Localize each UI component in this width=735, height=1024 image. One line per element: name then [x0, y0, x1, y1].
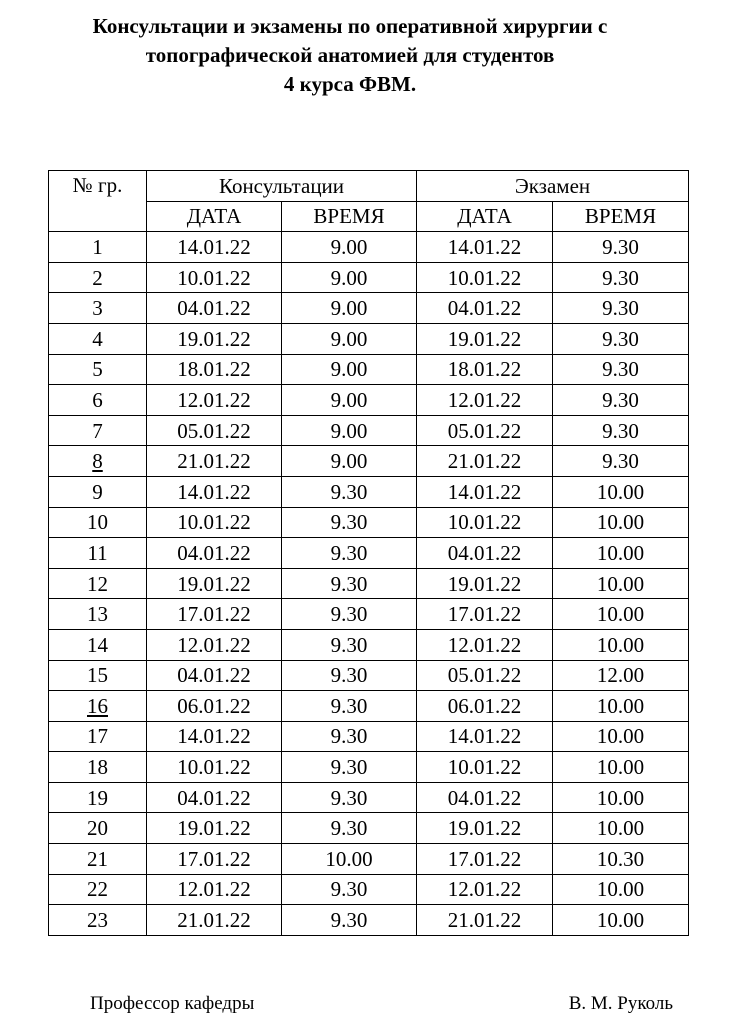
group-number-cell: 20 — [49, 813, 147, 844]
consult-date-cell: 06.01.22 — [147, 691, 282, 722]
consult-time-cell: 9.30 — [282, 782, 417, 813]
group-number-cell: 13 — [49, 599, 147, 630]
group-number-cell: 17 — [49, 721, 147, 752]
group-number-cell: 5 — [49, 354, 147, 385]
consult-time-cell: 9.00 — [282, 354, 417, 385]
consult-time-cell: 9.00 — [282, 262, 417, 293]
consult-time-cell: 9.30 — [282, 813, 417, 844]
signature-position: Профессор кафедры — [90, 993, 255, 1014]
exam-date-cell: 19.01.22 — [417, 813, 553, 844]
group-number-cell: 8 — [49, 446, 147, 477]
consultations-header: Консультации — [147, 171, 417, 202]
consult-time-cell: 9.30 — [282, 691, 417, 722]
table-row — [49, 660, 689, 691]
title-line-1: Консультации и экзамены по оперативной хирургии с — [92, 14, 608, 38]
consult-date-cell: 21.01.22 — [147, 905, 282, 936]
group-number-cell: 23 — [49, 905, 147, 936]
exam-date-cell: 17.01.22 — [417, 844, 553, 875]
consult-time-cell: 9.30 — [282, 721, 417, 752]
consult-date-cell: 04.01.22 — [147, 660, 282, 691]
table-row — [49, 874, 689, 905]
exam-date-cell: 12.01.22 — [417, 629, 553, 660]
exam-date-cell: 04.01.22 — [417, 293, 553, 324]
table-row — [49, 905, 689, 936]
group-number-cell: 11 — [49, 538, 147, 569]
group-number-cell: 2 — [49, 262, 147, 293]
document-title — [0, 12, 700, 99]
exam-time-cell: 10.00 — [553, 599, 689, 630]
consult-time-cell: 9.30 — [282, 599, 417, 630]
consult-date-cell: 19.01.22 — [147, 813, 282, 844]
consult-date-cell: 14.01.22 — [147, 721, 282, 752]
exam-date-cell: 05.01.22 — [417, 660, 553, 691]
group-number-cell: 21 — [49, 844, 147, 875]
exam-date-cell: 06.01.22 — [417, 691, 553, 722]
consult-date-cell: 21.01.22 — [147, 446, 282, 477]
table-row — [49, 385, 689, 416]
group-number-cell: 6 — [49, 385, 147, 416]
exam-time-cell: 10.00 — [553, 476, 689, 507]
exam-header: Экзамен — [417, 171, 689, 202]
consult-time-cell: 9.30 — [282, 905, 417, 936]
consult-date-cell: 12.01.22 — [147, 874, 282, 905]
schedule-table-body — [49, 232, 689, 936]
consult-time-cell: 9.00 — [282, 385, 417, 416]
consult-time-cell: 10.00 — [282, 844, 417, 875]
exam-date-cell: 04.01.22 — [417, 782, 553, 813]
consult-time-cell: 9.30 — [282, 629, 417, 660]
group-number-cell: 9 — [49, 476, 147, 507]
table-row — [49, 476, 689, 507]
exam-time-cell: 9.30 — [553, 262, 689, 293]
exam-time-cell: 9.30 — [553, 446, 689, 477]
consult-time-cell: 9.30 — [282, 568, 417, 599]
group-number-cell: 7 — [49, 415, 147, 446]
consult-date-cell: 17.01.22 — [147, 599, 282, 630]
group-number-cell: 12 — [49, 568, 147, 599]
title-line-2: топографической анатомией для студентов — [145, 43, 555, 67]
table-row — [49, 446, 689, 477]
consult-date-cell: 04.01.22 — [147, 293, 282, 324]
table-row — [49, 507, 689, 538]
table-row — [49, 354, 689, 385]
consult-date-cell: 12.01.22 — [147, 629, 282, 660]
exam-time-cell: 10.00 — [553, 752, 689, 783]
consult-date-cell: 10.01.22 — [147, 262, 282, 293]
exam-date-cell: 18.01.22 — [417, 354, 553, 385]
exam-time-cell: 10.00 — [553, 507, 689, 538]
group-number-cell: 15 — [49, 660, 147, 691]
consult-date-cell: 14.01.22 — [147, 476, 282, 507]
exam-date-cell: 05.01.22 — [417, 415, 553, 446]
consult-time-cell: 9.00 — [282, 446, 417, 477]
consult-time-cell: 9.30 — [282, 874, 417, 905]
table-row — [49, 262, 689, 293]
consult-time-cell: 9.30 — [282, 507, 417, 538]
group-number-cell: 10 — [49, 507, 147, 538]
consult-time-cell: 9.30 — [282, 476, 417, 507]
consult-date-cell: 14.01.22 — [147, 232, 282, 263]
group-number-cell: 1 — [49, 232, 147, 263]
exam-time-cell: 9.30 — [553, 232, 689, 263]
exam-time-cell: 10.00 — [553, 568, 689, 599]
schedule-table-head — [49, 171, 689, 232]
table-row — [49, 323, 689, 354]
exam-time-cell: 9.30 — [553, 354, 689, 385]
table-row — [49, 782, 689, 813]
consult-time-cell: 9.00 — [282, 323, 417, 354]
exam-date-cell: 17.01.22 — [417, 599, 553, 630]
exam-date-cell: 10.01.22 — [417, 507, 553, 538]
consult-time-cell: 9.00 — [282, 415, 417, 446]
table-row — [49, 813, 689, 844]
table-row — [49, 844, 689, 875]
exam-date-cell: 14.01.22 — [417, 721, 553, 752]
exam-date-cell: 14.01.22 — [417, 232, 553, 263]
exam-time-cell: 10.00 — [553, 905, 689, 936]
exam-date-cell: 14.01.22 — [417, 476, 553, 507]
exam-date-cell: 19.01.22 — [417, 323, 553, 354]
exam-time-cell: 12.00 — [553, 660, 689, 691]
signature-name: В. М. Руколь — [568, 993, 673, 1014]
consult-date-cell: 17.01.22 — [147, 844, 282, 875]
exam-time-cell: 10.00 — [553, 538, 689, 569]
exam-time-cell: 10.00 — [553, 721, 689, 752]
consult-date-cell: 04.01.22 — [147, 782, 282, 813]
table-row — [49, 721, 689, 752]
exam-time-cell: 10.30 — [553, 844, 689, 875]
group-number-cell: 4 — [49, 323, 147, 354]
exam-date-cell: 12.01.22 — [417, 874, 553, 905]
consult-time-cell: 9.30 — [282, 660, 417, 691]
exam-time-cell: 9.30 — [553, 323, 689, 354]
table-row — [49, 538, 689, 569]
group-number-cell: 22 — [49, 874, 147, 905]
consult-date-cell: 10.01.22 — [147, 752, 282, 783]
exam-time-cell: 9.30 — [553, 385, 689, 416]
header-row-top — [49, 171, 689, 202]
table-row — [49, 599, 689, 630]
exam-time-cell: 10.00 — [553, 691, 689, 722]
consult-time-cell: 9.30 — [282, 752, 417, 783]
exam-time-cell: 10.00 — [553, 813, 689, 844]
exam-date-cell: 21.01.22 — [417, 446, 553, 477]
table-row — [49, 293, 689, 324]
consult-time-cell: 9.30 — [282, 538, 417, 569]
exam-date-cell: 04.01.22 — [417, 538, 553, 569]
group-number-cell: 14 — [49, 629, 147, 660]
exam-date-cell: 12.01.22 — [417, 385, 553, 416]
consult-date-cell: 18.01.22 — [147, 354, 282, 385]
consult-date-header: ДАТА — [147, 201, 282, 232]
exam-time-cell: 9.30 — [553, 415, 689, 446]
exam-time-header: ВРЕМЯ — [553, 201, 689, 232]
exam-time-cell: 10.00 — [553, 782, 689, 813]
title-line-3: 4 курса ФВМ. — [283, 72, 417, 96]
table-row — [49, 568, 689, 599]
group-number-header: № гр. — [49, 171, 147, 232]
table-row — [49, 629, 689, 660]
table-row — [49, 752, 689, 783]
consult-time-header: ВРЕМЯ — [282, 201, 417, 232]
exam-time-cell: 10.00 — [553, 629, 689, 660]
group-number-cell: 18 — [49, 752, 147, 783]
exam-date-cell: 10.01.22 — [417, 262, 553, 293]
table-row — [49, 232, 689, 263]
consult-date-cell: 05.01.22 — [147, 415, 282, 446]
consult-time-cell: 9.00 — [282, 232, 417, 263]
group-number-cell: 16 — [49, 691, 147, 722]
exam-time-cell: 9.30 — [553, 293, 689, 324]
consult-date-cell: 12.01.22 — [147, 385, 282, 416]
exam-date-header: ДАТА — [417, 201, 553, 232]
table-row — [49, 691, 689, 722]
table-row — [49, 415, 689, 446]
consult-time-cell: 9.00 — [282, 293, 417, 324]
consult-date-cell: 19.01.22 — [147, 323, 282, 354]
exam-date-cell: 10.01.22 — [417, 752, 553, 783]
consult-date-cell: 10.01.22 — [147, 507, 282, 538]
exam-date-cell: 19.01.22 — [417, 568, 553, 599]
exam-time-cell: 10.00 — [553, 874, 689, 905]
schedule-table — [48, 170, 689, 936]
exam-date-cell: 21.01.22 — [417, 905, 553, 936]
group-number-cell: 3 — [49, 293, 147, 324]
consult-date-cell: 04.01.22 — [147, 538, 282, 569]
consult-date-cell: 19.01.22 — [147, 568, 282, 599]
group-number-cell: 19 — [49, 782, 147, 813]
